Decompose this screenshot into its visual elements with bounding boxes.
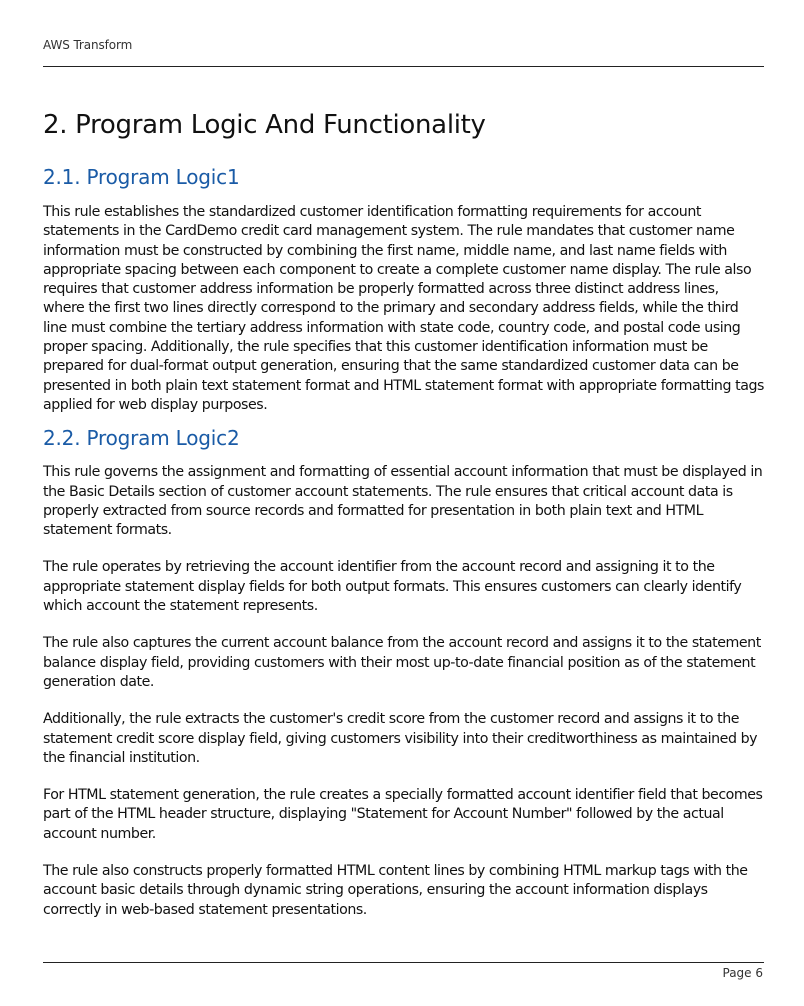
- chapter-title: 2. Program Logic And Functionality: [43, 110, 486, 140]
- paragraph: Additionally, the rule extracts the customer's credit score from the customer record and assigns it to the statement credit score display field, giving customers visibility into their creditworthiness as maintained by the financial institution.: [43, 711, 758, 766]
- paragraph: The rule also constructs properly formatted HTML content lines by combining HTML markup tags with the account basic details through dynamic string operations, ensuring the account information displays correctly in web-based statement presentations.: [43, 863, 748, 918]
- page-number: Page 6: [722, 966, 763, 980]
- paragraph: For HTML statement generation, the rule creates a specially formatted account identifier field that becomes part of the HTML header structure, displaying "Statement for Account Number" followed by the actual account number.: [43, 787, 763, 842]
- section-program-logic2: [43, 423, 764, 920]
- paragraph: This rule governs the assignment and formatting of essential account information that must be displayed in the Basic Details section of customer account statements. The rule ensures that critical account data is properly extracted from source records and formatted for presentation in both plain text and HTML statement formats.: [43, 464, 763, 539]
- paragraph: This rule establishes the standardized customer identification formatting requirements for account statements in the CardDemo credit card management system. The rule mandates that customer name information must be constructed by combining the first name, middle name, and last name fields with appropriate spacing between each component to create a complete customer name display. The rule also requires that customer address information be properly formatted across three distinct address lines, where the first two lines directly correspond to the primary and secondary address fields, while the third line must combine the tertiary address information with state code, country code, and postal code using proper spacing. Additionally, the rule specifies that this customer identification information must be prepared for dual-format output generation, ensuring that the same standardized customer data can be presented in both plain text statement format and HTML statement format with appropriate formatting tags applied for web display purposes.: [43, 204, 764, 413]
- paragraph: The rule also captures the current account balance from the account record and assigns it to the statement balance display field, providing customers with their most up-to-date financial position as of the statement generation date.: [43, 635, 761, 690]
- paragraph: The rule operates by retrieving the account identifier from the account record and assigning it to the appropriate statement display fields for both output formats. This ensures customers can clearly identify which account the statement represents.: [43, 559, 742, 615]
- footer-divider: [43, 962, 764, 963]
- section-program-logic1: [43, 162, 764, 415]
- header-divider: [43, 66, 764, 67]
- section-heading: 2.1. Program Logic1: [43, 165, 240, 189]
- running-header: AWS Transform: [43, 38, 133, 52]
- section-heading: 2.2. Program Logic2: [43, 426, 240, 451]
- page-content: [43, 104, 764, 920]
